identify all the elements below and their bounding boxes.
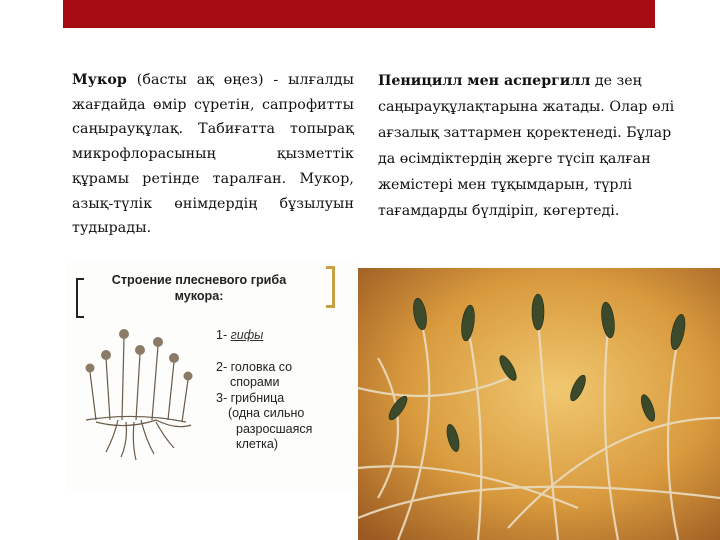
mucor-paragraph: [72, 68, 354, 241]
mucor-sketch: [66, 262, 216, 490]
legend-item-hyphae: 1- гифы: [216, 328, 264, 342]
title-accent-bar: [63, 0, 655, 28]
right-bracket: [326, 266, 335, 308]
legend-item-mycelium-note-3: клетка): [236, 437, 279, 451]
diagram-legend: [216, 328, 312, 453]
penicillium-term: Пеницилл мен аспергилл: [378, 73, 591, 89]
legend-item-sporangium-cont: спорами: [230, 375, 280, 389]
mucor-structure-diagram: [66, 262, 358, 490]
mucor-description: (басты ақ өңез) - ылғалды жағдайда өмір сүретін, сапрофитты саңырауқұлақ. Табиғатта топырақ микрофлорасының қызметтік құрамы ретінде таралған. Мукор, азық-түлік өнімдердің бұзылуын тудырады.: [72, 72, 354, 237]
penicillium-micrograph: [358, 268, 720, 540]
legend-item-mycelium: 3- грибница: [216, 390, 285, 405]
legend-item-mycelium-note-1: (одна сильно: [228, 406, 305, 420]
diagram-title: Строение плесневого гриба мукора:: [111, 273, 287, 303]
legend-item-mycelium-note-2: разросшаяся: [236, 421, 313, 436]
penicillium-paragraph: [378, 68, 678, 224]
penicillium-description: де зең саңырауқұлақтарына жатады. Олар өлі ағзалық заттармен қоректенеді. Бұлар да өсімдіктердің жерге түсіп қалған жемістері мен тұқымдарын, түрлі тағамдарды бүлдіріп, көгертеді.: [378, 73, 675, 219]
legend-item-sporangium: 2- головка со: [216, 359, 293, 374]
mucor-term: Мукор: [72, 72, 127, 88]
